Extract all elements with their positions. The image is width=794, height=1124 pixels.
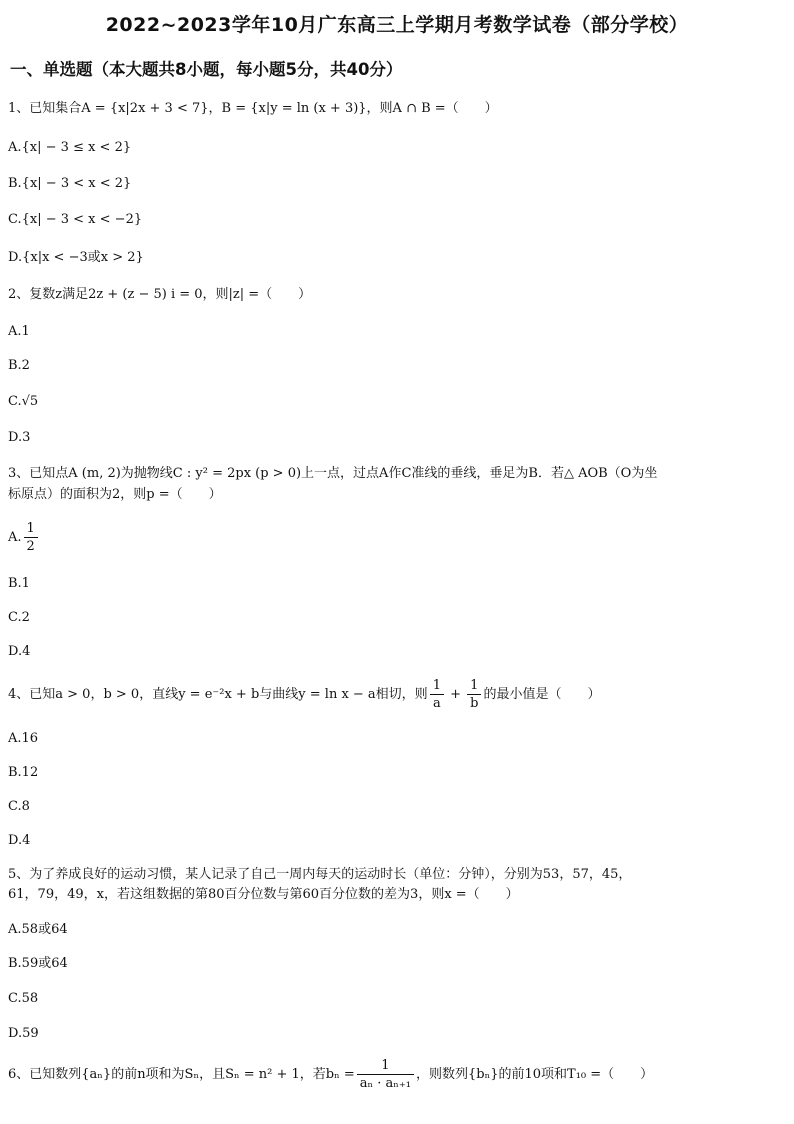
fraction-denominator: b (470, 696, 479, 711)
question-5-option-a[interactable]: A.58或64 (8, 922, 68, 937)
fraction (24, 520, 38, 555)
question-4-text-a: 4、已知a > 0，b > 0，直线y = e⁻²x + b与曲线y = ln x − a相切，则 (8, 687, 428, 702)
question-4-option-b[interactable]: B.12 (8, 765, 39, 780)
question-6-text-b: ，则数列{bₙ}的前10项和T₁₀ =（ ） (416, 1067, 654, 1082)
fraction-1-over-a (430, 677, 444, 712)
question-2-option-b[interactable]: B.2 (8, 358, 30, 373)
question-6-stem (8, 1056, 653, 1094)
fraction-bn (357, 1057, 414, 1092)
question-2-stem: 2、复数z满足2z + (z − 5) i = 0，则|z| =（ ） (8, 287, 312, 302)
question-3-stem-line2: 标原点）的面积为2，则p =（ ） (8, 487, 222, 502)
question-5-option-c[interactable]: C.58 (8, 991, 39, 1006)
fraction-denominator: aₙ · aₙ₊₁ (359, 1076, 411, 1091)
page-title: 2022~2023学年10月广东高三上学期月考数学试卷（部分学校） (105, 14, 689, 36)
plus-sign: + (445, 687, 466, 702)
question-6-text-a: 6、已知数列{aₙ}的前n项和为Sₙ，且Sₙ = n² + 1，若bₙ = (8, 1067, 355, 1082)
question-2-option-a[interactable]: A.1 (8, 324, 30, 339)
question-5-stem-line1: 5、为了养成良好的运动习惯，某人记录了自己一周内每天的运动时长（单位：分钟），分别为53，57，45， (8, 867, 632, 882)
question-3-option-c[interactable]: C.2 (8, 610, 30, 625)
question-4-text-b: 的最小值是（ ） (483, 687, 601, 702)
fraction-denominator: a (432, 696, 441, 711)
fraction-numerator: 1 (430, 677, 444, 695)
question-3-option-a[interactable] (8, 520, 40, 555)
question-2-option-d[interactable]: D.3 (8, 430, 31, 445)
question-4-option-a[interactable]: A.16 (8, 731, 39, 746)
question-4-option-c[interactable]: C.8 (8, 799, 30, 814)
question-5-option-b[interactable]: B.59或64 (8, 956, 68, 971)
question-3-stem-line1: 3、已知点A (m, 2)为抛物线C : y² = 2px (p > 0)上一点，过点A作C准线的垂线，垂足为B．若△ AOB（O为坐 (8, 466, 658, 481)
question-1-option-d[interactable]: D.{x|x < −3或x > 2} (8, 250, 144, 265)
fraction-numerator: 1 (357, 1057, 414, 1075)
question-5-stem-line2: 61，79，49，x，若这组数据的第80百分位数与第60百分位数的差为3，则x =（ ） (8, 887, 519, 902)
fraction-numerator: 1 (467, 677, 481, 695)
fraction-1-over-b (467, 677, 481, 712)
fraction-numerator: 1 (24, 520, 38, 538)
question-2-option-c[interactable]: C.√5 (8, 394, 39, 409)
question-1-option-c[interactable]: C.{x| − 3 < x < −2} (8, 212, 143, 227)
question-4-stem (8, 676, 600, 714)
question-3-option-d[interactable]: D.4 (8, 644, 31, 659)
question-5-option-d[interactable]: D.59 (8, 1026, 39, 1041)
question-1-stem: 1、已知集合A = {x|2x + 3 < 7}，B = {x|y = ln (x + 3)}，则A ∩ B =（ ） (8, 101, 498, 116)
fraction-denominator: 2 (26, 539, 35, 554)
question-1-option-a[interactable]: A.{x| − 3 ≤ x < 2} (8, 140, 132, 155)
question-4-option-d[interactable]: D.4 (8, 833, 31, 848)
section-heading: 一、单选题（本大题共8小题，每小题5分，共40分） (10, 60, 403, 79)
question-3-option-b[interactable]: B.1 (8, 576, 30, 591)
question-1-option-b[interactable]: B.{x| − 3 < x < 2} (8, 176, 132, 191)
option-a-label: A. (8, 530, 22, 545)
